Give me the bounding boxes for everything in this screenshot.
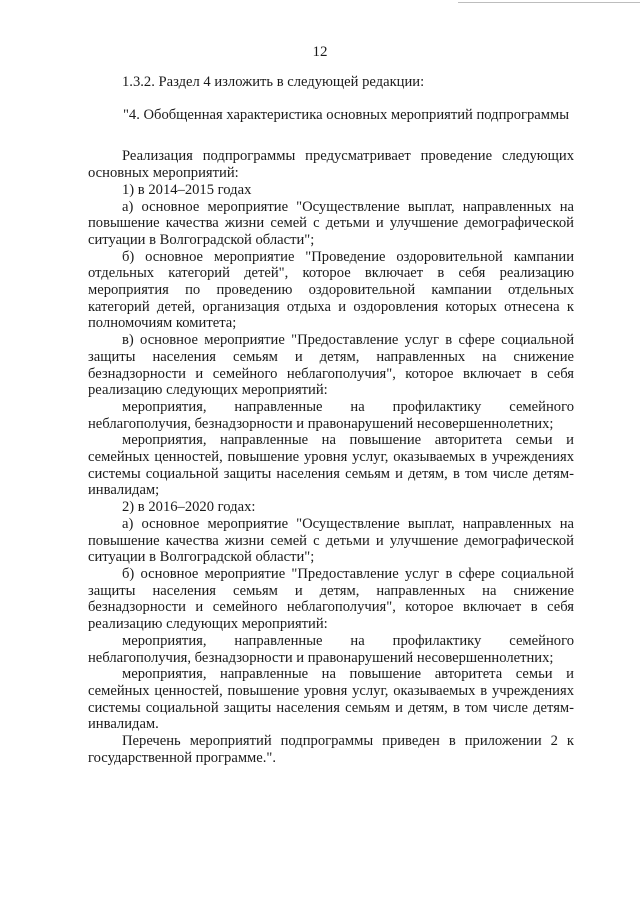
page-number: 12 [312,44,328,60]
paragraph-activity-prevention-1: мероприятия, направленные на профилактику семейного неблагополучия, безнадзорности и правонарушений несовершеннолетних; [88,398,574,432]
document-body [88,74,574,766]
paragraph-measure-c-1: в) основное мероприятие "Предоставление услуг в сфере социальной защиты населения семьям и детям, направленных на снижение безнадзорности и семейного неблагополучия", которое включает в себя реализацию следующих мероприятий: [88,332,574,399]
paragraph-measure-a-1: а) основное мероприятие "Осуществление выплат, направленных на повышение качества жизни семей с детьми и улучшение демографической ситуации в Волгоградской области"; [88,198,574,248]
paragraph-measure-a-2: а) основное мероприятие "Осуществление выплат, направленных на повышение качества жизни семей с детьми и улучшение демографической ситуации в Волгоградской области"; [88,515,574,566]
top-edge-rule [458,2,640,3]
paragraph-activity-family-values-1: мероприятия, направленные на повышение авторитета семьи и семейных ценностей, повышение уровня услуг, оказываемых в учреждениях системы социальной защиты населения семьям и детям, в том числе детям-инвалидам; [88,432,574,499]
paragraph-measure-b-1: б) основное мероприятие "Проведение оздоровительной кампании отдельных категорий детей", которое включает в себя реализацию мероприятия по проведению оздоровительной кампании отдельных категорий детей, организация отдыха и оздоровления которых отнесена к полномочиям комитета; [88,248,574,332]
section-heading: "4. Обобщенная характеристика основных мероприятий подпрограммы [122,106,570,123]
paragraph-list-reference: Перечень мероприятий подпрограммы приведен в приложении 2 к государственной программе.". [88,733,574,766]
paragraph-activity-prevention-2: мероприятия, направленные на профилактику семейного неблагополучия, безнадзорности и правонарушений несовершеннолетних; [88,632,574,666]
paragraph-period-2014-2015: 1) в 2014–2015 годах [122,181,252,198]
paragraph-period-2016-2020: 2) в 2016–2020 годах: [122,499,256,516]
section-amendment-line: 1.3.2. Раздел 4 изложить в следующей редакции: [122,74,425,90]
paragraph-measure-b-2: б) основное мероприятие "Предоставление услуг в сфере социальной защиты населения семьям и детям, направленных на снижение безнадзорности и семейного неблагополучия", которое включает в себя реализацию следующих мероприятий: [88,565,574,633]
paragraph-intro: Реализация подпрограммы предусматривает проведение следующих основных мероприятий: [88,148,574,182]
paragraph-activity-family-values-2: мероприятия, направленные на повышение авторитета семьи и семейных ценностей, повышение уровня услуг, оказываемых в учреждениях системы социальной защиты населения семьям и детям, в том числе детям-инвалидам. [88,666,574,733]
